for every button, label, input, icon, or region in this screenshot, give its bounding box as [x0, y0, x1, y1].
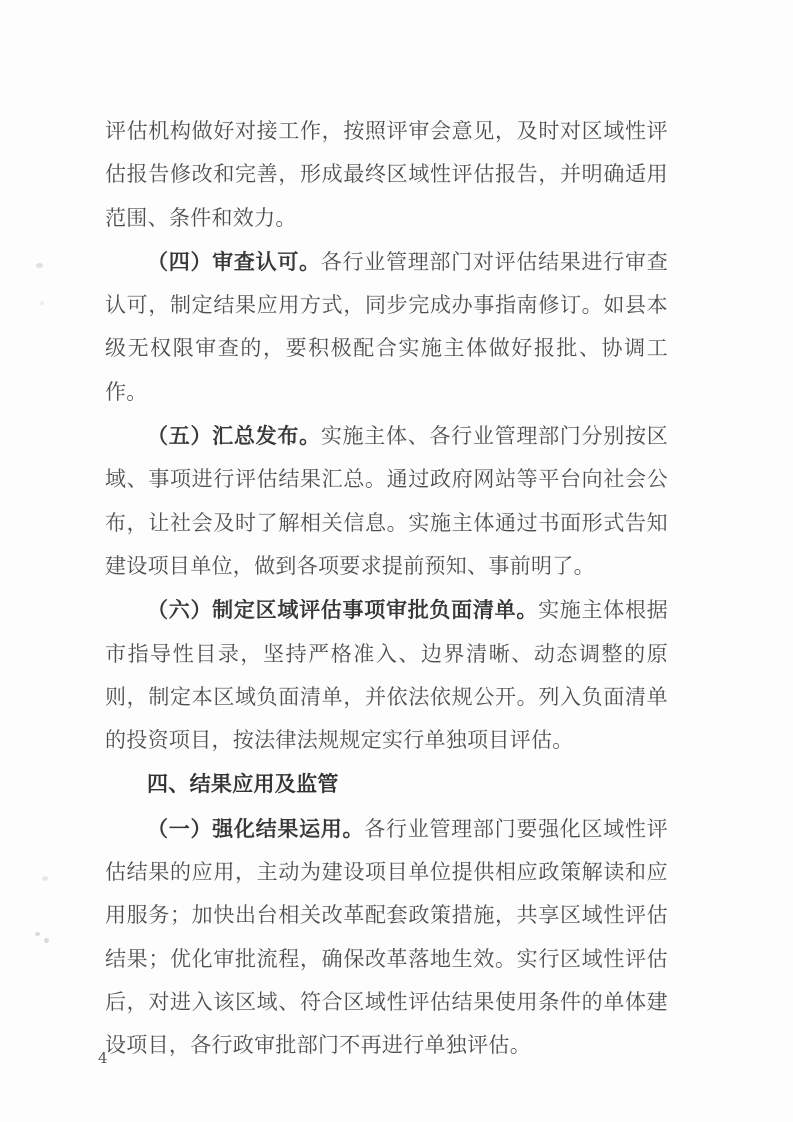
paragraph-lead: （五）汇总发布。: [147, 423, 321, 449]
document-body-text: [105, 110, 668, 1068]
paragraph-text: 实施主体、各行业管理部门分别按区域、事项进行评估结果汇总。通过政府网站等平台向社会公布，让社会及时了解相关信息。实施主体通过书面形式告知建设项目单位，做到各项要求提前预知、事前明了。: [105, 424, 668, 578]
paragraph-lead: （四）审查认可。: [147, 248, 321, 274]
paragraph-text: 各行业管理部门要强化区域性评估结果的应用，主动为建设项目单位提供相应政策解读和应用服务；加快出台相关改革配套政策措施，共享区域性评估结果；优化审批流程，确保改革落地生效。实行区域性评估后，对进入该区域、符合区域性评估结果使用条件的单体建设项目，各行政审批部门不再进行单独评估。: [105, 816, 669, 1058]
paragraph-section-5: [105, 414, 668, 588]
paragraph-section-4-1: [105, 807, 668, 1068]
scan-artifact: [42, 876, 48, 881]
scan-artifact: [36, 263, 43, 268]
paragraph-text: 各行业管理部门对评估结果进行审查认可，制定结果应用方式，同步完成办事指南修订。如县本级无权限审查的，要积极配合实施主体做好报批、协调工作。: [105, 249, 668, 404]
scan-artifact: [44, 938, 49, 943]
paragraph-text: 实施主体根据市指导性目录，坚持严格准入、边界清晰、动态调整的原则，制定本区域负面清单，并依法依规公开。列入负面清单的投资项目，按法律法规规定实行单独项目评估。: [105, 598, 668, 753]
paragraph-lead: （六）制定区域评估事项审批负面清单。: [147, 597, 539, 623]
page-number: 4: [98, 1049, 108, 1067]
scan-artifact: [40, 301, 44, 305]
paragraph-text: 评估机构做好对接工作，按照评审会意见，及时对区域性评估报告修改和完善，形成最终区域性评估报告，并明确适用范围、条件和效力。: [105, 119, 668, 230]
section-heading-4: [105, 762, 668, 806]
scan-artifact: [35, 932, 40, 936]
paragraph-section-6: [105, 588, 668, 762]
paragraph-lead: （一）强化结果运用。: [147, 815, 365, 841]
section-heading-text: 四、结果应用及监管: [147, 771, 339, 797]
paragraph-section-4: [105, 240, 668, 414]
paragraph-continuation: [105, 110, 668, 240]
